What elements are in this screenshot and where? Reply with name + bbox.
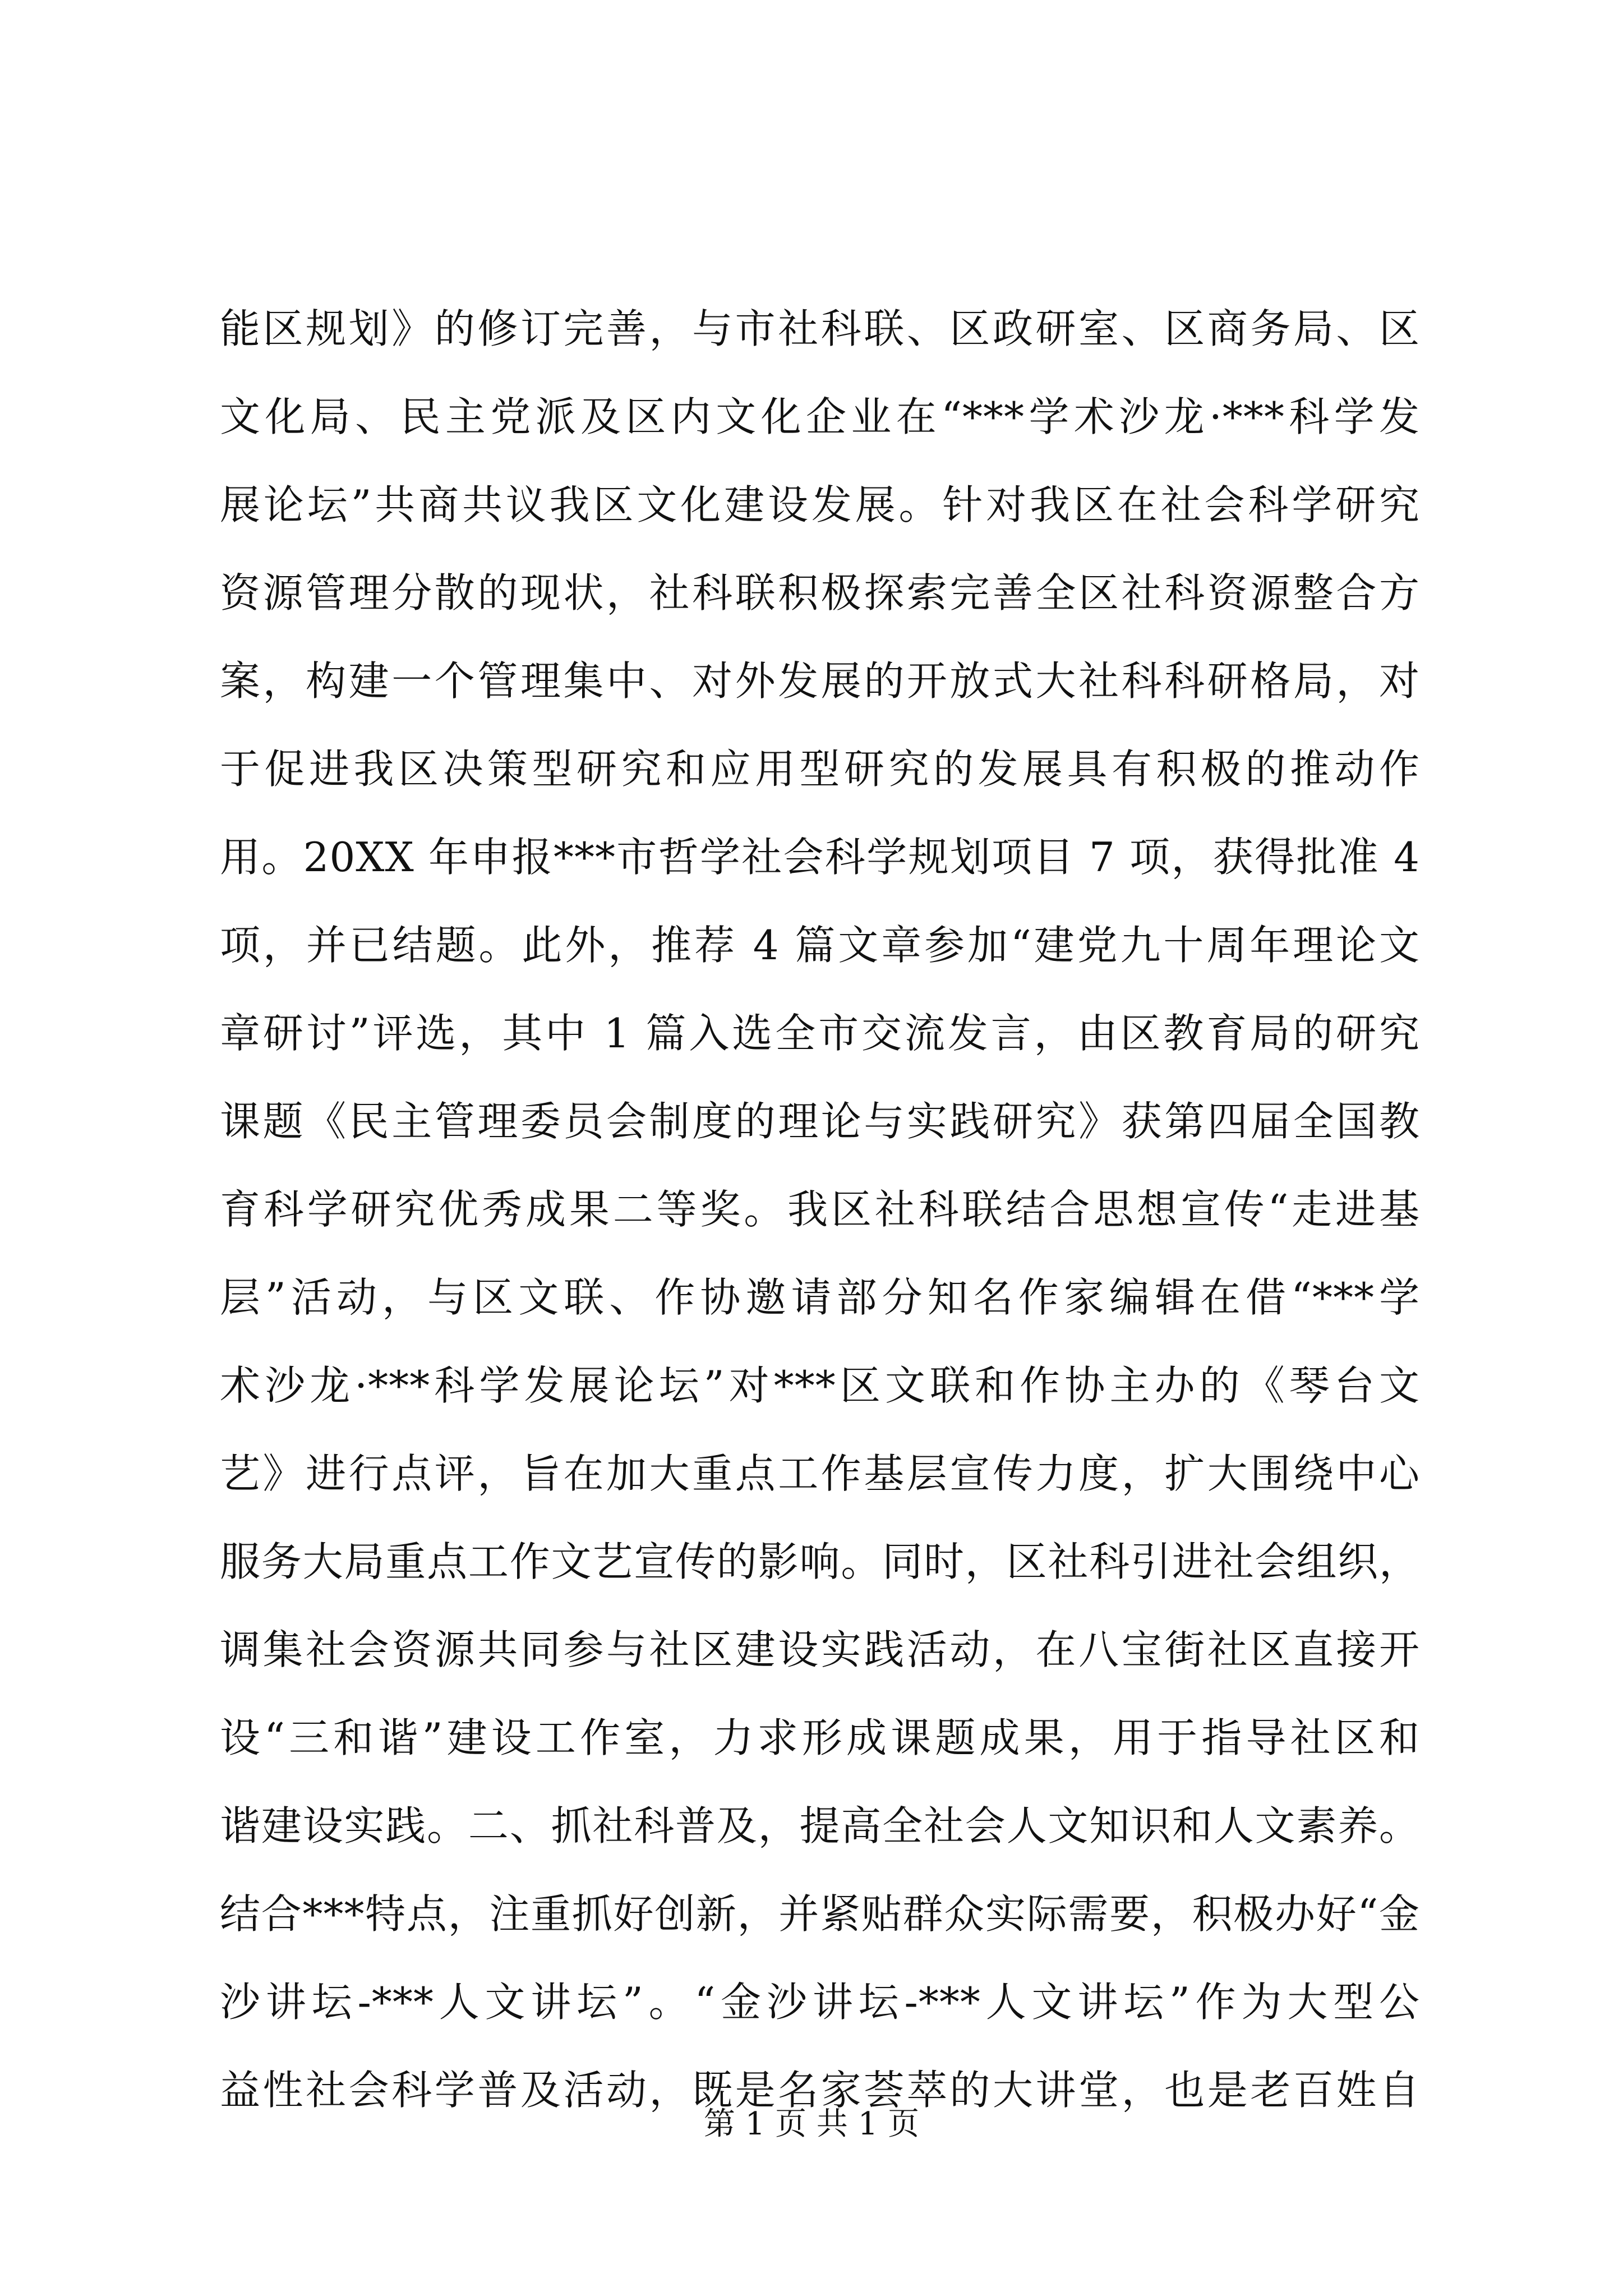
text-line: 层”活动，与区文联、作协邀请部分知名作家编辑在借“***学 bbox=[220, 1274, 1420, 1321]
text-line: 术沙龙·***科学发展论坛”对***区文联和作协主办的《琴台文 bbox=[220, 1362, 1420, 1409]
body-text bbox=[220, 285, 1420, 2134]
text-line: 案，构建一个管理集中、对外发展的开放式大社科科研格局，对 bbox=[220, 657, 1420, 705]
text-line: 育科学研究优秀成果二等奖。我区社科联结合思想宣传“走进基 bbox=[220, 1186, 1420, 1233]
text-line: 于促进我区决策型研究和应用型研究的发展具有积极的推动作 bbox=[220, 746, 1420, 793]
text-line: 章研讨”评选，其中 1 篇入选全市交流发言，由区教育局的研究 bbox=[220, 1010, 1420, 1057]
text-line: 结合***特点，注重抓好创新，并紧贴群众实际需要，积极办好“金 bbox=[220, 1890, 1420, 1938]
text-line: 益性社会科学普及活动，既是名家荟萃的大讲堂，也是老百姓自 bbox=[220, 2067, 1420, 2114]
text-line: 调集社会资源共同参与社区建设实践活动，在八宝街社区直接开 bbox=[220, 1626, 1420, 1673]
page-footer bbox=[0, 2105, 1623, 2144]
text-line: 课题《民主管理委员会制度的理论与实践研究》获第四届全国教 bbox=[220, 1098, 1420, 1145]
text-line: 沙讲坛-***人文讲坛”。“金沙讲坛-***人文讲坛”作为大型公 bbox=[220, 1978, 1420, 2026]
text-line: 展论坛”共商共议我区文化建设发展。针对我区在社会科学研究 bbox=[220, 481, 1420, 528]
text-line: 服务大局重点工作文艺宣传的影响。同时，区社科引进社会组织， bbox=[220, 1538, 1420, 1585]
text-line: 资源管理分散的现状，社科联积极探索完善全区社科资源整合方 bbox=[220, 569, 1420, 616]
text-line: 文化局、民主党派及区内文化企业在“***学术沙龙·***科学发 bbox=[220, 393, 1420, 440]
text-line: 谐建设实践。二、抓社科普及，提高全社会人文知识和人文素养。 bbox=[220, 1802, 1420, 1849]
text-line: 项，并已结题。此外，推荐 4 篇文章参加“建党九十周年理论文 bbox=[220, 922, 1420, 969]
page-number-label: 第 1 页 共 1 页 bbox=[703, 2106, 920, 2142]
text-line: 能区规划》的修订完善，与市社科联、区政研室、区商务局、区 bbox=[220, 305, 1420, 352]
text-line: 用。20XX 年申报***市哲学社会科学规划项目 7 项，获得批准 4 bbox=[220, 834, 1420, 881]
text-line: 设“三和谐”建设工作室，力求形成课题成果，用于指导社区和 bbox=[220, 1714, 1420, 1761]
text-line: 艺》进行点评，旨在加大重点工作基层宣传力度，扩大围绕中心 bbox=[220, 1450, 1420, 1497]
